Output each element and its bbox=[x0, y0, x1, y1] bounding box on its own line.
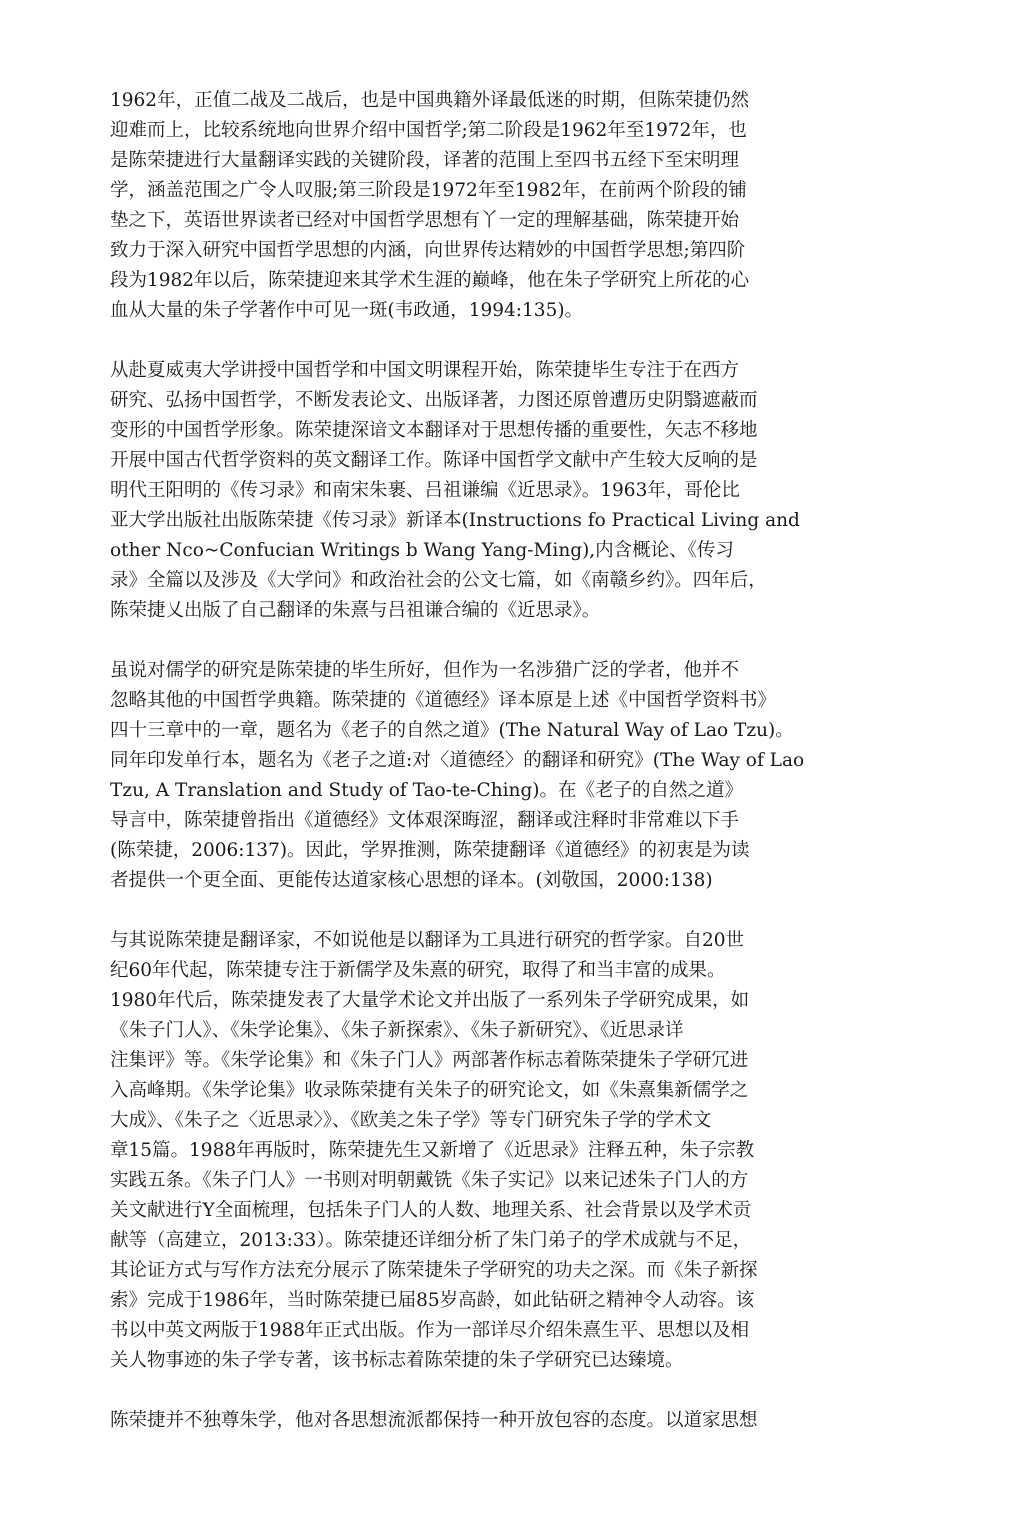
paragraph-4 bbox=[110, 926, 920, 1376]
paragraph-line: 献等（高建立，2013:33）。陈荣捷还详细分析了朱门弟子的学术成就与不足， bbox=[110, 1230, 752, 1251]
paragraph-line: 书以中英文两版于1988年正式出版。作为一部详尽介绍朱熹生平、思想以及相 bbox=[110, 1320, 750, 1341]
paragraph-line: 忽略其他的中国哲学典籍。陈荣捷的《道德经》译本原是上述《中国哲学资料书》 bbox=[110, 690, 777, 711]
paragraph-line: 从赴夏威夷大学讲授中国哲学和中国文明课程开始，陈荣捷毕生专注于在西方 bbox=[110, 360, 740, 381]
paragraph-line: 纪60年代起，陈荣捷专注于新儒学及朱熹的研究，取得了和当丰富的成果。 bbox=[110, 960, 726, 981]
paragraph-line: 同年印发单行本，题名为《老子之道:对〈道德经〉的翻译和研究》(The Way of Lao bbox=[110, 750, 805, 771]
text-column bbox=[110, 86, 920, 1466]
paragraph-line: 关文献进行Y全面梳理，包括朱子门人的人数、地理关系、社会背景以及学术贡 bbox=[110, 1200, 752, 1221]
paragraph-line: 致力于深入研究中国哲学思想的内涵，向世界传达精妙的中国哲学思想;第四阶 bbox=[110, 240, 746, 261]
paragraph-line: 章15篇。1988年再版时，陈荣捷先生又新增了《近思录》注释五种，朱子宗教 bbox=[110, 1140, 755, 1161]
paragraph-line: 索》完成于1986年，当时陈荣捷已届85岁高龄，如此钻研之精神令人动容。该 bbox=[110, 1290, 755, 1311]
paragraph-line: 是陈荣捷进行大量翻译实践的关键阶段，译著的范围上至四书五经下至宋明理 bbox=[110, 150, 740, 171]
paragraph-3 bbox=[110, 656, 920, 896]
paragraph-line: 导言中，陈荣捷曾指出《道德经》文体艰深晦涩，翻译或注释时非常难以下手 bbox=[110, 810, 740, 831]
paragraph-2 bbox=[110, 356, 920, 626]
paragraph-line: 关人物事迹的朱子学专著，该书标志着陈荣捷的朱子学研究已达臻境。 bbox=[110, 1350, 684, 1371]
paragraph-line: 陈荣捷乂出版了自己翻译的朱熹与吕祖谦合编的《近思录》。 bbox=[110, 600, 601, 621]
paragraph-line: 大成》、《朱子之〈近思录〉》、《欧美之朱子学》等专门研究朱子学的学术文 bbox=[110, 1110, 712, 1131]
paragraph-line: 段为1982年以后，陈荣捷迎来其学术生涯的巅峰，他在朱子学研究上所花的心 bbox=[110, 270, 750, 291]
paragraph-line: 虽说对儒学的研究是陈荣捷的毕生所好，但作为一名涉猎广泛的学者，他并不 bbox=[110, 660, 740, 681]
paragraph-line: 其论证方式与写作方法充分展示了陈荣捷朱子学研究的功夫之深。而《朱子新探 bbox=[110, 1260, 758, 1281]
paragraph-5 bbox=[110, 1406, 920, 1436]
paragraph-line: 陈荣捷并不独尊朱学，他对各思想流派都保持一种开放包容的态度。以道家思想 bbox=[110, 1410, 758, 1431]
paragraph-line: 注集评》等。《朱学论集》和《朱子门人》两部著作标志着陈荣捷朱子学研冗进 bbox=[110, 1050, 749, 1071]
paragraph-line: 实践五条。《朱子门人》一书则对明朝戴铣《朱子实记》以来记述朱子门人的方 bbox=[110, 1170, 749, 1191]
paragraph-line: 1980年代后，陈荣捷发表了大量学术论文并出版了一系列朱子学研究成果，如 bbox=[110, 990, 750, 1011]
paragraph-line: 录》全篇以及涉及《大学问》和政治社会的公文七篇，如《南赣乡约》。四年后， bbox=[110, 570, 767, 591]
paragraph-line: Tzu, A Translation and Study of Tao-te-Ching)。在《老子的自然之道》 bbox=[110, 780, 744, 801]
paragraph-line: 研究、弘扬中国哲学，不断发表论文、出版译著，力图还原曾遭历史阴翳遮蔽而 bbox=[110, 390, 758, 411]
paragraph-line: 1962年，正值二战及二战后，也是中国典籍外译最低迷的时期，但陈荣捷仍然 bbox=[110, 90, 750, 111]
paragraph-line: 四十三章中的一章，题名为《老子的自然之道》(The Natural Way of Lao Tzu)。 bbox=[110, 720, 794, 741]
paragraph-line: other Nco~Confucian Writings b Wang Yang-Ming),内含概论、《传习 bbox=[110, 540, 734, 561]
paragraph-line: 者提供一个更全面、更能传达道家核心思想的译本。(刘敬国，2000:138) bbox=[110, 870, 713, 891]
paragraph-1 bbox=[110, 86, 920, 326]
paragraph-line: 亚大学出版社出版陈荣捷《传习录》新译本(Instructions fo Practical Living and bbox=[110, 510, 800, 531]
paragraph-line: 与其说陈荣捷是翻译家，不如说他是以翻译为工具进行研究的哲学家。自20世 bbox=[110, 930, 745, 951]
paragraph-line: 学，涵盖范围之广令人叹服;第三阶段是1972年至1982年，在前两个阶段的铺 bbox=[110, 180, 747, 201]
paragraph-line: 明代王阳明的《传习录》和南宋朱裹、吕祖谦编《近思录》。1963年，哥伦比 bbox=[110, 480, 740, 501]
paragraph-line: 变形的中国哲学形象。陈荣捷深谙文本翻译对于思想传播的重要性，矢志不移地 bbox=[110, 420, 758, 441]
paragraph-line: 入高峰期。《朱学论集》收录陈荣捷有关朱子的研究论文，如《朱熹集新儒学之 bbox=[110, 1080, 749, 1101]
paragraph-line: 血从大量的朱子学著作中可见一斑(韦政通，1994:135)。 bbox=[110, 300, 584, 321]
paragraph-line: 垫之下，英语世界读者已经对中国哲学思想有丫一定的理解基础，陈荣捷开始 bbox=[110, 210, 740, 231]
paragraph-line: 迎难而上，比较系统地向世界介绍中国哲学;第二阶段是1962年至1972年，也 bbox=[110, 120, 747, 141]
paragraph-line: 开展中国古代哲学资料的英文翻译工作。陈译中国哲学文献中产生较大反响的是 bbox=[110, 450, 758, 471]
paragraph-line: (陈荣捷，2006:137)。因此，学界推测，陈荣捷翻译《道德经》的初衷是为读 bbox=[110, 840, 750, 861]
paragraph-line: 《朱子门人》、《朱学论集》、《朱子新探索》、《朱子新研究》、《近思录详 bbox=[110, 1020, 684, 1041]
